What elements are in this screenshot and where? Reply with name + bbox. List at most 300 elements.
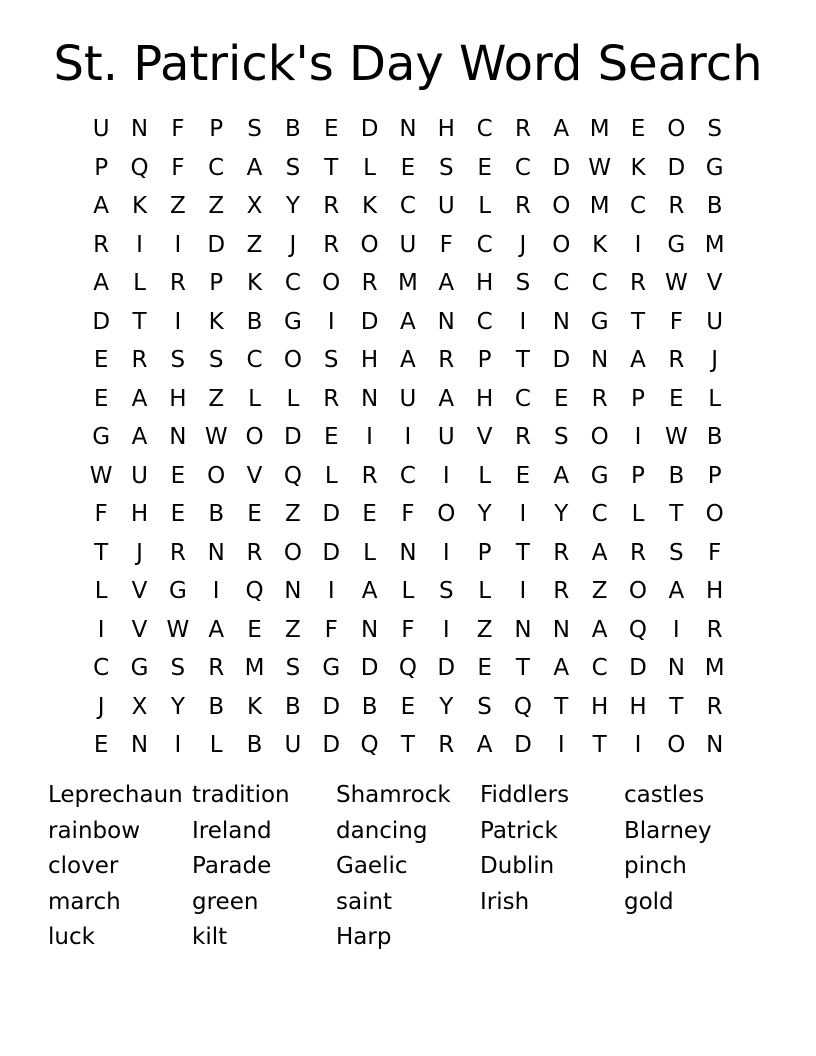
- page-title: St. Patrick's Day Word Search: [53, 36, 763, 92]
- grid-letter: E: [362, 501, 377, 528]
- grid-row: [82, 457, 734, 496]
- grid-letter: M: [704, 231, 725, 258]
- grid-letter: R: [553, 578, 570, 605]
- grid-letter: G: [130, 655, 149, 682]
- grid-letter: I: [442, 616, 450, 643]
- grid-letter: O: [552, 231, 571, 258]
- grid-letter: D: [552, 154, 571, 181]
- word-list-item: Ireland: [192, 817, 272, 844]
- grid-letter: S: [247, 116, 262, 143]
- grid-letter: A: [438, 270, 455, 297]
- grid-letter: N: [514, 616, 532, 643]
- grid-letter: R: [629, 270, 646, 297]
- grid-letter: L: [286, 385, 300, 412]
- grid-letter: Y: [285, 193, 300, 220]
- grid-letter: N: [706, 732, 724, 759]
- grid-letter: K: [131, 193, 148, 220]
- grid-letter: D: [552, 347, 571, 374]
- grid-row: [82, 688, 734, 727]
- word-list-item: Shamrock: [336, 782, 451, 808]
- grid-letter: O: [705, 501, 724, 528]
- grid-letter: D: [322, 732, 341, 759]
- grid-row: [82, 341, 734, 380]
- word-list-item: rainbow: [48, 817, 140, 844]
- grid-letter: V: [476, 424, 493, 451]
- grid-row: [82, 149, 734, 188]
- word-list-item: castles: [624, 782, 705, 808]
- grid-letter: T: [515, 539, 530, 566]
- grid-letter: S: [438, 578, 454, 605]
- grid-letter: I: [634, 424, 642, 451]
- grid-letter: I: [519, 308, 527, 335]
- grid-letter: R: [323, 193, 340, 220]
- grid-letter: I: [174, 231, 182, 258]
- grid-letter: Y: [439, 693, 454, 720]
- grid-letter: S: [707, 116, 722, 143]
- grid-letter: K: [630, 154, 646, 181]
- grid-letter: U: [131, 462, 148, 489]
- grid-letter: Q: [130, 154, 149, 181]
- word-column: [480, 778, 620, 920]
- grid-letter: D: [92, 308, 111, 335]
- word-list-item: saint: [336, 888, 393, 915]
- grid-letter: E: [323, 116, 339, 143]
- grid-letter: L: [363, 539, 376, 566]
- grid-letter: B: [706, 424, 723, 451]
- grid-row: [82, 611, 734, 650]
- grid-letter: L: [363, 154, 376, 181]
- grid-letter: O: [283, 539, 302, 566]
- grid-letter: R: [514, 116, 531, 143]
- grid-letter: Q: [283, 462, 302, 489]
- grid-letter: K: [247, 693, 263, 720]
- grid-letter: W: [166, 616, 190, 643]
- grid-letter: G: [92, 424, 111, 451]
- grid-letter: C: [284, 270, 301, 297]
- grid-letter: Y: [477, 501, 492, 528]
- grid-letter: J: [519, 231, 527, 258]
- grid-letter: P: [477, 539, 492, 566]
- grid-letter: A: [476, 732, 493, 759]
- grid-letter: O: [360, 231, 379, 258]
- grid-letter: N: [667, 655, 685, 682]
- grid-letter: Q: [245, 578, 264, 605]
- grid-letter: I: [212, 578, 220, 605]
- grid-letter: O: [283, 347, 302, 374]
- grid-letter: A: [131, 385, 148, 412]
- grid-letter: E: [477, 655, 492, 682]
- grid-letter: O: [628, 578, 648, 605]
- grid-letter: H: [360, 347, 379, 374]
- word-list-item: Fiddlers: [480, 782, 570, 808]
- grid-letter: B: [285, 116, 301, 143]
- letter-grid: [82, 110, 734, 765]
- grid-row: [82, 726, 734, 765]
- grid-letter: R: [323, 231, 340, 258]
- grid-letter: E: [93, 385, 109, 412]
- grid-letter: B: [208, 693, 225, 720]
- grid-letter: Z: [208, 193, 225, 220]
- grid-row: [82, 380, 734, 419]
- grid-letter: N: [169, 424, 187, 451]
- grid-letter: I: [174, 732, 182, 759]
- grid-letter: E: [400, 154, 416, 181]
- grid-letter: L: [94, 578, 108, 605]
- grid-letter: O: [437, 501, 456, 528]
- grid-letter: W: [664, 424, 688, 451]
- grid-letter: A: [93, 193, 110, 220]
- grid-letter: O: [552, 193, 571, 220]
- grid-letter: P: [209, 116, 224, 143]
- grid-letter: E: [669, 385, 684, 412]
- grid-letter: I: [519, 578, 527, 605]
- grid-letter: I: [634, 231, 642, 258]
- word-column: [48, 778, 188, 956]
- grid-letter: M: [589, 193, 610, 220]
- grid-letter: P: [209, 270, 224, 297]
- grid-letter: K: [592, 231, 608, 258]
- grid-row: [82, 418, 734, 457]
- grid-letter: O: [590, 424, 609, 451]
- grid-letter: A: [591, 616, 608, 643]
- grid-letter: G: [667, 231, 686, 258]
- grid-letter: Q: [628, 616, 648, 643]
- word-list-item: clover: [48, 853, 119, 879]
- grid-letter: L: [248, 385, 261, 412]
- word-list-item: Patrick: [480, 817, 558, 844]
- grid-letter: D: [284, 424, 302, 451]
- grid-letter: N: [130, 116, 149, 143]
- grid-letter: C: [476, 308, 493, 335]
- grid-letter: N: [130, 732, 149, 759]
- grid-letter: C: [399, 193, 416, 220]
- grid-letter: P: [631, 385, 645, 412]
- grid-letter: R: [361, 270, 378, 297]
- grid-letter: T: [592, 732, 607, 759]
- grid-letter: E: [630, 116, 646, 143]
- grid-letter: Q: [360, 732, 379, 759]
- grid-letter: R: [169, 270, 186, 297]
- grid-letter: L: [133, 270, 146, 297]
- grid-letter: E: [323, 424, 339, 451]
- grid-letter: R: [323, 385, 340, 412]
- grid-letter: J: [289, 231, 297, 258]
- grid-row: [82, 226, 734, 265]
- word-list-item: march: [48, 888, 121, 915]
- grid-row: [82, 110, 734, 149]
- grid-letter: R: [706, 693, 723, 720]
- grid-letter: L: [478, 193, 492, 220]
- grid-letter: B: [361, 693, 378, 720]
- word-list-item: Gaelic: [336, 853, 408, 879]
- grid-letter: O: [207, 462, 226, 489]
- grid-letter: E: [247, 616, 262, 643]
- grid-letter: D: [322, 539, 341, 566]
- grid-letter: G: [322, 655, 341, 682]
- grid-letter: R: [438, 732, 455, 759]
- grid-letter: A: [400, 347, 416, 374]
- grid-letter: S: [477, 693, 492, 720]
- grid-letter: D: [667, 154, 686, 181]
- grid-letter: Y: [554, 501, 569, 528]
- grid-letter: C: [591, 501, 608, 528]
- grid-letter: O: [667, 116, 686, 143]
- grid-letter: U: [92, 116, 110, 143]
- grid-letter: B: [285, 693, 301, 720]
- grid-letter: W: [204, 424, 228, 451]
- grid-letter: A: [630, 347, 646, 374]
- grid-letter: L: [478, 578, 492, 605]
- grid-letter: S: [208, 347, 224, 374]
- word-list-item: gold: [624, 888, 674, 915]
- grid-letter: N: [399, 116, 417, 143]
- grid-letter: F: [439, 231, 453, 258]
- grid-letter: G: [590, 462, 609, 489]
- grid-letter: V: [131, 578, 148, 605]
- word-list-item: luck: [48, 924, 95, 950]
- grid-letter: U: [399, 385, 417, 412]
- grid-letter: C: [591, 270, 608, 297]
- grid-letter: E: [400, 693, 416, 720]
- grid-letter: S: [170, 347, 186, 374]
- grid-row: [82, 187, 734, 226]
- grid-letter: W: [89, 462, 113, 489]
- grid-letter: A: [93, 270, 110, 297]
- grid-letter: F: [171, 116, 185, 143]
- grid-letter: I: [327, 308, 335, 335]
- grid-letter: U: [437, 193, 455, 220]
- grid-letter: N: [591, 347, 609, 374]
- grid-letter: O: [245, 424, 264, 451]
- grid-letter: R: [438, 347, 455, 374]
- grid-letter: I: [174, 308, 182, 335]
- word-list-item: tradition: [192, 782, 290, 808]
- grid-letter: B: [208, 501, 225, 528]
- grid-letter: H: [437, 116, 455, 143]
- grid-letter: M: [244, 655, 265, 682]
- word-list-item: green: [192, 888, 259, 915]
- grid-letter: L: [478, 462, 492, 489]
- grid-letter: T: [94, 539, 109, 566]
- grid-letter: N: [552, 308, 570, 335]
- grid-letter: R: [169, 539, 186, 566]
- grid-letter: D: [360, 308, 379, 335]
- grid-letter: G: [590, 308, 609, 335]
- grid-letter: A: [553, 462, 570, 489]
- grid-letter: A: [400, 308, 416, 335]
- grid-letter: U: [399, 231, 417, 258]
- grid-letter: C: [591, 655, 608, 682]
- grid-letter: L: [708, 385, 722, 412]
- grid-row: [82, 649, 734, 688]
- grid-letter: S: [285, 154, 301, 181]
- word-column: [336, 778, 476, 956]
- word-list-item: Parade: [192, 853, 272, 879]
- grid-letter: S: [438, 154, 454, 181]
- grid-letter: G: [168, 578, 187, 605]
- grid-letter: L: [324, 462, 338, 489]
- grid-letter: O: [322, 270, 341, 297]
- word-list-item: Leprechaun: [48, 782, 183, 808]
- grid-letter: I: [634, 732, 642, 759]
- grid-letter: R: [668, 193, 685, 220]
- grid-letter: J: [136, 539, 143, 566]
- grid-letter: D: [629, 655, 647, 682]
- grid-letter: I: [442, 539, 450, 566]
- grid-letter: F: [669, 308, 683, 335]
- grid-letter: O: [667, 732, 686, 759]
- grid-letter: I: [404, 424, 412, 451]
- grid-letter: I: [442, 462, 450, 489]
- grid-letter: R: [131, 347, 148, 374]
- grid-letter: L: [401, 578, 415, 605]
- word-list-item: dancing: [336, 817, 428, 844]
- grid-letter: N: [207, 539, 225, 566]
- grid-letter: E: [170, 501, 186, 528]
- grid-letter: C: [246, 347, 263, 374]
- grid-letter: I: [97, 616, 105, 643]
- grid-letter: S: [553, 424, 569, 451]
- grid-letter: D: [322, 501, 341, 528]
- grid-letter: F: [324, 616, 338, 643]
- grid-row: [82, 534, 734, 573]
- grid-letter: D: [360, 116, 379, 143]
- grid-letter: F: [401, 616, 415, 643]
- grid-letter: C: [476, 116, 493, 143]
- grid-letter: P: [94, 154, 109, 181]
- word-list-item: kilt: [192, 924, 228, 950]
- grid-letter: C: [208, 154, 225, 181]
- grid-letter: B: [246, 308, 263, 335]
- grid-letter: E: [554, 385, 569, 412]
- grid-letter: R: [514, 193, 531, 220]
- grid-letter: E: [170, 462, 186, 489]
- grid-letter: H: [706, 578, 724, 605]
- grid-letter: W: [588, 154, 612, 181]
- grid-letter: N: [284, 578, 302, 605]
- grid-letter: E: [477, 154, 492, 181]
- grid-letter: B: [668, 462, 685, 489]
- grid-letter: U: [706, 308, 724, 335]
- grid-letter: G: [283, 308, 302, 335]
- grid-letter: P: [631, 462, 645, 489]
- grid-letter: C: [629, 193, 647, 220]
- grid-letter: D: [322, 693, 341, 720]
- grid-letter: T: [400, 732, 415, 759]
- grid-letter: P: [707, 462, 722, 489]
- grid-letter: B: [246, 732, 263, 759]
- grid-row: [82, 303, 734, 342]
- grid-letter: C: [476, 231, 493, 258]
- grid-letter: T: [554, 693, 569, 720]
- grid-letter: Q: [513, 693, 532, 720]
- grid-letter: A: [591, 539, 608, 566]
- grid-letter: V: [131, 616, 148, 643]
- grid-letter: D: [514, 732, 532, 759]
- grid-letter: I: [557, 732, 565, 759]
- grid-letter: Z: [246, 231, 263, 258]
- grid-letter: K: [247, 270, 263, 297]
- grid-letter: H: [590, 693, 609, 720]
- grid-letter: E: [93, 347, 109, 374]
- grid-letter: D: [437, 655, 456, 682]
- grid-letter: E: [515, 462, 531, 489]
- grid-letter: A: [361, 578, 378, 605]
- grid-letter: A: [668, 578, 685, 605]
- grid-letter: I: [136, 231, 143, 258]
- word-list-item: Dublin: [480, 853, 555, 879]
- grid-letter: S: [285, 655, 301, 682]
- word-column: [192, 778, 332, 956]
- grid-letter: J: [97, 693, 105, 720]
- grid-letter: I: [327, 578, 335, 605]
- grid-letter: D: [360, 655, 379, 682]
- grid-letter: J: [711, 347, 719, 374]
- grid-letter: B: [706, 193, 723, 220]
- grid-row: [82, 264, 734, 303]
- grid-letter: A: [553, 116, 570, 143]
- grid-letter: Z: [169, 193, 186, 220]
- grid-letter: T: [669, 693, 684, 720]
- grid-letter: W: [664, 270, 688, 297]
- grid-letter: C: [399, 462, 416, 489]
- grid-letter: L: [209, 732, 223, 759]
- grid-row: [82, 495, 734, 534]
- grid-letter: H: [629, 693, 647, 720]
- grid-letter: U: [437, 424, 455, 451]
- grid-letter: M: [397, 270, 418, 297]
- grid-letter: T: [515, 655, 530, 682]
- grid-letter: A: [131, 424, 148, 451]
- grid-letter: R: [629, 539, 646, 566]
- grid-letter: A: [208, 616, 225, 643]
- grid-letter: A: [553, 655, 570, 682]
- grid-letter: I: [672, 616, 680, 643]
- grid-letter: L: [631, 501, 645, 528]
- grid-letter: K: [208, 308, 224, 335]
- grid-letter: A: [246, 154, 263, 181]
- grid-letter: C: [553, 270, 570, 297]
- grid-letter: S: [669, 539, 684, 566]
- grid-letter: C: [514, 154, 531, 181]
- grid-letter: F: [171, 154, 185, 181]
- word-list-item: Irish: [480, 888, 530, 915]
- grid-letter: N: [360, 385, 379, 412]
- grid-letter: Z: [591, 578, 608, 605]
- grid-letter: G: [705, 154, 724, 181]
- grid-letter: T: [132, 308, 147, 335]
- grid-letter: X: [246, 193, 263, 220]
- grid-letter: R: [668, 347, 685, 374]
- grid-letter: F: [708, 539, 722, 566]
- grid-letter: S: [323, 347, 339, 374]
- grid-letter: A: [438, 385, 455, 412]
- grid-letter: I: [366, 424, 373, 451]
- grid-letter: E: [93, 732, 109, 759]
- grid-letter: S: [515, 270, 531, 297]
- grid-letter: N: [437, 308, 455, 335]
- grid-letter: T: [515, 347, 530, 374]
- grid-letter: E: [247, 501, 262, 528]
- grid-letter: S: [170, 655, 186, 682]
- grid-letter: N: [360, 616, 379, 643]
- grid-letter: H: [130, 501, 149, 528]
- grid-letter: R: [591, 385, 608, 412]
- grid-letter: H: [475, 385, 494, 412]
- grid-letter: M: [704, 655, 725, 682]
- grid-letter: N: [552, 616, 570, 643]
- grid-letter: K: [362, 193, 378, 220]
